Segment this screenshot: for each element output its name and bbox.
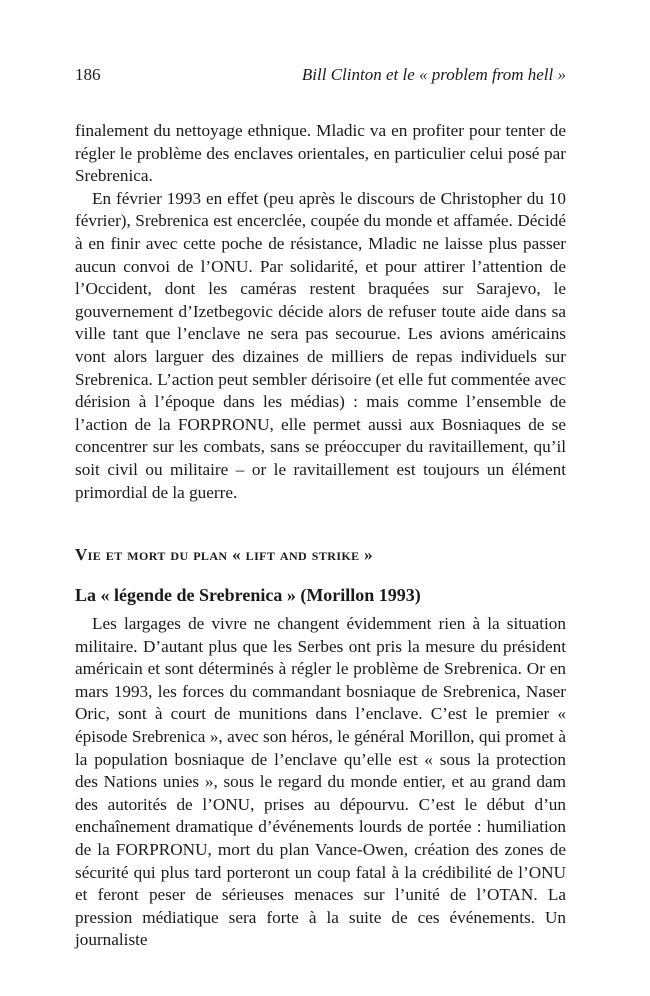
body-paragraph: finalement du nettoyage ethnique. Mladic va en profiter pour tenter de régler le problème des enclaves orientales, en particulier celui posé par Srebrenica.	[75, 121, 566, 186]
body-paragraph: En février 1993 en effet (peu après le discours de Christopher du 10 février), Srebrenica est encerclée, coupée du monde et affamée. Décidé à en finir avec cette poche de résistance, Mladic ne laisse plus passer aucun convoi de l’ONU. Par solidarité, et pour attirer l’attention de l’Occident, dont les caméras restent braquées sur Sarajevo, le gouvernement d’Izetbegovic décide alors de refuser toute aide dans sa ville tant que l’enclave ne sera pas secourue. Les avions américains vont alors larguer des dizaines de milliers de repas individuels sur Srebrenica. L’action peut sembler dérisoire (et elle fut commentée avec dérision à l’époque dans les médias) : mais comme l’ensemble de l’action de la FORPRONU, elle permet aussi aux Bosniaques de se concentrer sur les combats, sans se préoccuper du ravitaillement, qu’il soit civil ou militaire – or le ravitaillement est toujours un élément primordial de la guerre.	[75, 188, 566, 502]
page-number: 186	[75, 65, 101, 84]
subsection-heading: La « légende de Srebrenica » (Morillon 1993)	[75, 585, 421, 606]
body-paragraph: Les largages de vivre ne changent évidemment rien à la situation militaire. D’autant plus que les Serbes ont pris la mesure du président américain et sont déterminés à régler le problème de Srebrenica. Or en mars 1993, les forces du commandant bosniaque de Srebrenica, Naser Oric, sont à court de munitions dans l’enclave. C’est le premier « épisode Srebrenica », avec son héros, le général Morillon, qui promet à la population bosniaque de l’enclave qu’elle est « sous la protection des Nations unies », sous le regard du monde entier, et au grand dam des autorités de l’ONU, prises au dépourvu. C’est le début d’un enchaînement dramatique d’événements lourds de portée : humiliation de la FORPRONU, mort du plan Vance-Owen, création des zones de sécurité qui plus tard porteront un coup fatal à la crédibilité de l’ONU et feront peser de sérieuses menaces sur l’unité de l’OTAN. La pression médiatique sera forte à la suite de ces événements. Un journaliste	[75, 614, 566, 950]
running-title: Bill Clinton et le « problem from hell »	[301, 65, 566, 84]
running-header	[75, 64, 566, 86]
section-heading: Vie et mort du plan « lift and strike »	[75, 545, 374, 565]
book-page	[75, 64, 566, 952]
